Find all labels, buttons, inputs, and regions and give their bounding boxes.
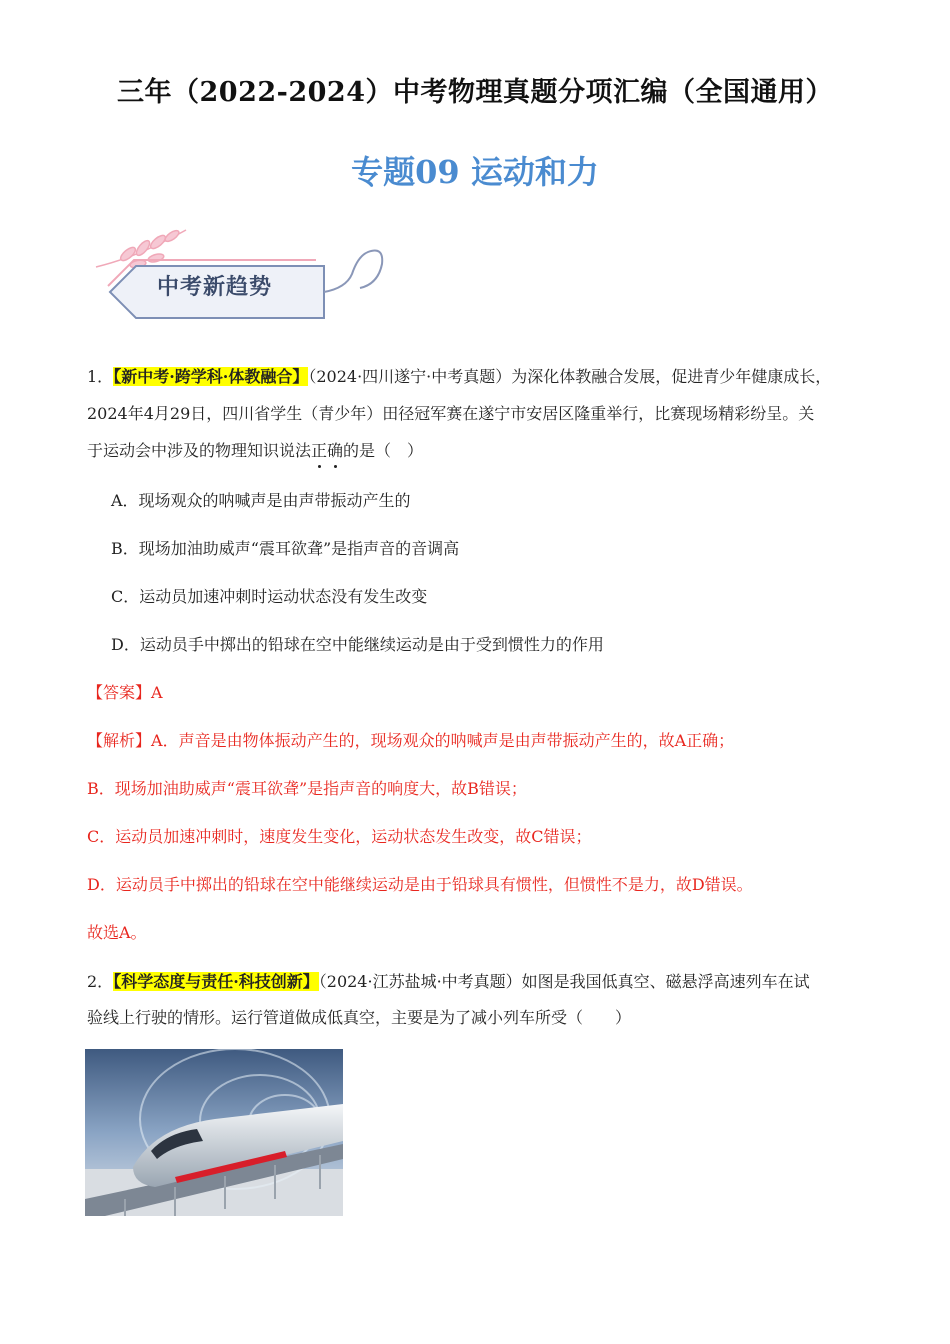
section-banner-label: 中考新趋势 bbox=[157, 275, 273, 300]
q2-line-1 bbox=[87, 972, 862, 992]
maglev-train-image bbox=[85, 1049, 343, 1216]
q1-line-1 bbox=[87, 367, 862, 387]
q1-option-d: D．运动员手中掷出的铅球在空中能继续运动是由于受到惯性力的作用 bbox=[111, 635, 604, 654]
q1-option-c: C．运动员加速冲刺时运动状态没有发生改变 bbox=[111, 587, 428, 606]
q1-line-2: 2024年4月29日，四川省学生（青少年）田径冠军赛在遂宁市安居区隆重举行，比赛现场精彩纷呈。关 bbox=[87, 404, 815, 423]
q1-text-3d: 的是（ ） bbox=[343, 441, 424, 460]
q1-text-1: （2024·四川遂宁·中考真题）为深化体教融合发展，促进青少年健康成长， bbox=[308, 367, 832, 386]
q2-text-1: （2024·江苏盐城·中考真题）如图是我国低真空、磁悬浮高速列车在试 bbox=[318, 972, 810, 991]
string-icon bbox=[324, 251, 382, 293]
q1-emph-2: 确 bbox=[327, 441, 344, 460]
topic-title: 专题09 运动和力 bbox=[351, 153, 599, 191]
q1-number: 1． bbox=[87, 367, 114, 386]
q1-emph-1: 正 bbox=[311, 441, 328, 460]
q2-tag: 【科学态度与责任·科技创新】 bbox=[113, 972, 319, 991]
q1-text-3a: 于运动会中涉及的物理知识说法 bbox=[87, 441, 312, 460]
q1-conclusion: 故选A。 bbox=[87, 923, 147, 942]
q1-answer: 【答案】A bbox=[87, 683, 163, 702]
q2-number: 2． bbox=[87, 972, 114, 991]
q1-analysis-a bbox=[87, 731, 862, 751]
q2-line-2: 验线上行驶的情形。运行管道做成低真空，主要是为了减小列车所受（ ） bbox=[87, 1008, 632, 1027]
q1-option-a: A．现场观众的呐喊声是由声带振动产生的 bbox=[111, 491, 411, 510]
q1-line-3 bbox=[87, 441, 862, 461]
q1-analysis-d: D．运动员手中掷出的铅球在空中能继续运动是由于铅球具有惯性，但惯性不是力，故D错误。 bbox=[87, 875, 753, 894]
sprig-icon bbox=[96, 229, 186, 269]
q1-analysis-c: C．运动员加速冲刺时，速度发生变化，运动状态发生改变，故C错误； bbox=[87, 827, 592, 846]
q1-analysis-a-text: A．声音是由物体振动产生的，现场观众的呐喊声是由声带振动产生的，故A正确； bbox=[151, 731, 735, 750]
q1-option-b: B．现场加油助威声“震耳欲聋”是指声音的音调高 bbox=[111, 539, 460, 558]
main-title: 三年（2022-2024）中考物理真题分项汇编（全国通用） bbox=[117, 77, 833, 108]
q1-tag: 【新中考·跨学科·体教融合】 bbox=[113, 367, 309, 386]
q1-analysis-b: B．现场加油助威声“震耳欲聋”是指声音的响度大，故B错误； bbox=[87, 779, 527, 798]
q1-analysis-label: 【解析】 bbox=[87, 731, 152, 750]
